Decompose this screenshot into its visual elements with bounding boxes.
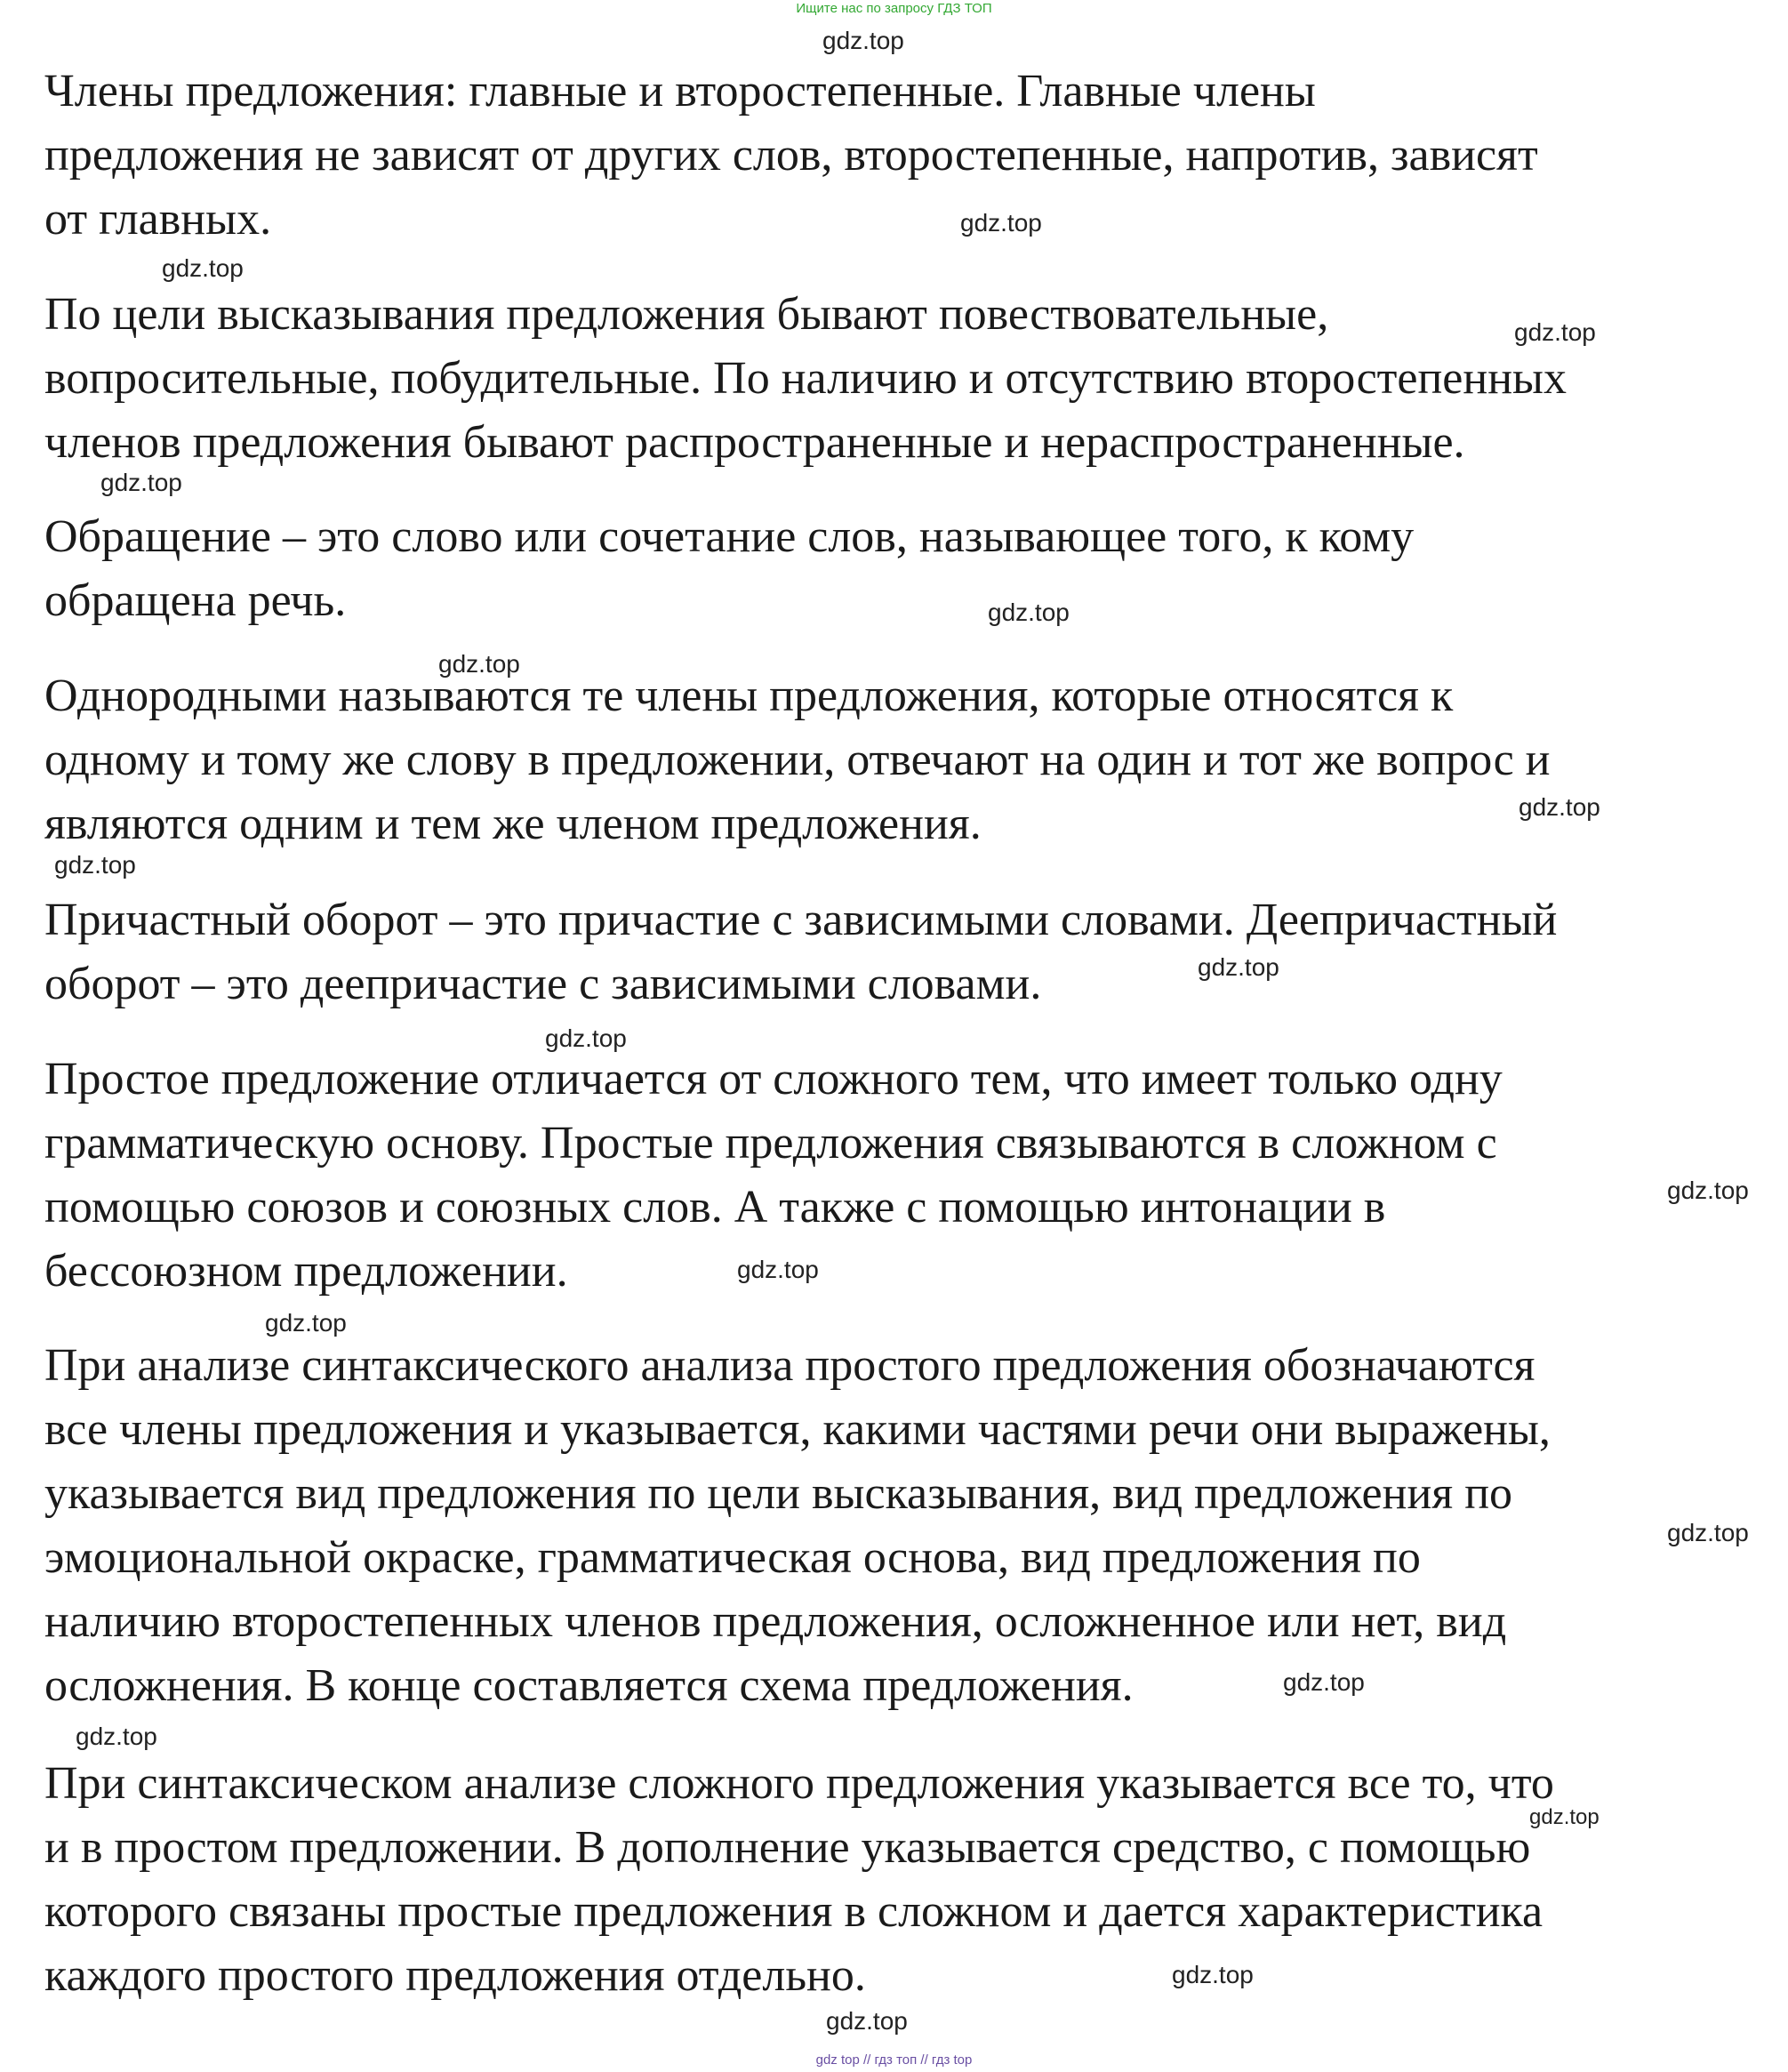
text-line: предложения не зависят от других слов, второстепенные, напротив, зависят <box>44 130 1538 181</box>
text-line: оборот – это деепричастие с зависимыми словами. <box>44 959 1042 1009</box>
text-line: от главных. <box>44 194 272 245</box>
text-line: и в простом предложении. В дополнение указывается средство, с помощью <box>44 1822 1531 1873</box>
watermark: gdz.top <box>1519 793 1600 821</box>
text-line: осложнения. В конце составляется схема предложения. <box>44 1660 1134 1711</box>
text-line: вопросительные, побудительные. По наличию и отсутствию второстепенных <box>44 353 1567 404</box>
watermark: gdz.top <box>1283 1668 1365 1696</box>
bottom-banner: gdz top // гдз топ // гдз top <box>815 2052 973 2068</box>
watermark: gdz.top <box>822 27 904 54</box>
text-line: являются одним и тем же членом предложения. <box>44 799 982 849</box>
paragraph-complex-analysis <box>44 1752 1765 2008</box>
watermark: gdz.top <box>1667 1177 1749 1204</box>
watermark: gdz.top <box>100 469 182 496</box>
watermark: gdz.top <box>1172 1961 1254 1988</box>
watermark: gdz.top <box>826 2007 908 2035</box>
text-line: помощью союзов и союзных слов. А также с помощью интонации в <box>44 1182 1386 1233</box>
watermark: gdz.top <box>54 851 136 879</box>
watermark: gdz.top <box>960 209 1042 237</box>
watermark: gdz.top <box>988 598 1070 626</box>
watermark: gdz.top <box>545 1024 627 1052</box>
watermark: gdz.top <box>1667 1519 1749 1546</box>
watermark: gdz.top <box>737 1256 819 1283</box>
text-line: указывается вид предложения по цели высказывания, вид предложения по <box>44 1468 1513 1519</box>
text-line: все члены предложения и указывается, какими частями речи они выражены, <box>44 1404 1551 1455</box>
text-line: Члены предложения: главные и второстепенные. Главные члены <box>44 66 1316 116</box>
text-line: бессоюзном предложении. <box>44 1246 568 1297</box>
paragraph-main-members <box>44 60 1765 252</box>
text-line: Однородными называются те члены предложения, которые относятся к <box>44 671 1454 721</box>
paragraph-simple-sentence <box>44 1048 1765 1304</box>
watermark: gdz.top <box>76 1723 157 1750</box>
text-line: При анализе синтаксического анализа простого предложения обозначаются <box>44 1340 1535 1391</box>
paragraph-participle <box>44 888 1765 1016</box>
watermark: gdz.top <box>1514 318 1596 346</box>
text-line: каждого простого предложения отдельно. <box>44 1950 866 2001</box>
paragraph-simple-analysis <box>44 1334 1765 1718</box>
text-line: грамматическую основу. Простые предложения связываются в сложном с <box>44 1118 1497 1169</box>
top-banner: Ищите нас по запросу ГДЗ ТОП <box>796 1 992 16</box>
text-line: По цели высказывания предложения бывают повествовательные, <box>44 289 1329 340</box>
text-line: которого связаны простые предложения в сложном и дается характеристика <box>44 1886 1543 1937</box>
watermark: gdz.top <box>1529 1805 1600 1829</box>
paragraph-sentence-purpose <box>44 283 1765 475</box>
text-line: одному и тому же слову в предложении, отвечают на один и тот же вопрос и <box>44 735 1551 785</box>
text-line: Обращение – это слово или сочетание слов, называющее того, к кому <box>44 511 1415 562</box>
text-line: членов предложения бывают распространенные и нераспространенные. <box>44 417 1465 468</box>
paragraph-address <box>44 505 1765 633</box>
text-line: обращена речь. <box>44 575 347 626</box>
watermark: gdz.top <box>1198 953 1279 981</box>
watermark: gdz.top <box>162 254 244 282</box>
text-line: При синтаксическом анализе сложного предложения указывается все то, что <box>44 1758 1554 1809</box>
text-line: Простое предложение отличается от сложного тем, что имеет только одну <box>44 1054 1503 1104</box>
paragraph-homogeneous <box>44 664 1765 856</box>
text-line: наличию второстепенных членов предложения, осложненное или нет, вид <box>44 1596 1507 1647</box>
text-line: эмоциональной окраске, грамматическая основа, вид предложения по <box>44 1532 1421 1583</box>
watermark: gdz.top <box>265 1309 347 1337</box>
watermark: gdz.top <box>438 650 520 678</box>
text-line: Причастный оборот – это причастие с зависимыми словами. Деепричастный <box>44 895 1558 945</box>
